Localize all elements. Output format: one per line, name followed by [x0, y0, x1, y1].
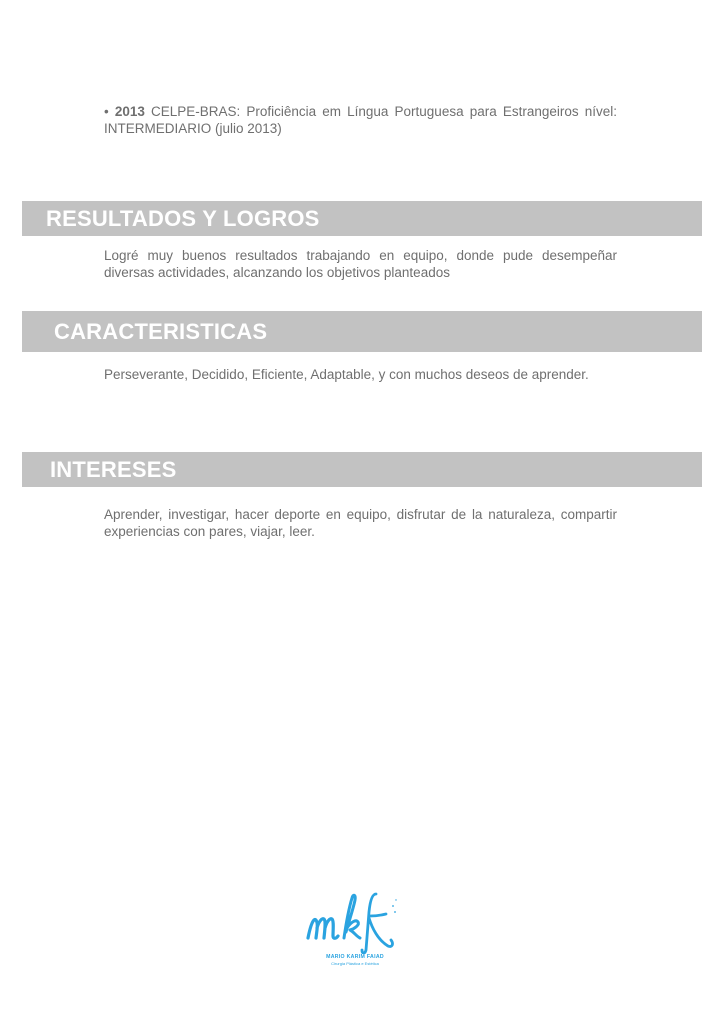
interests-section-header	[22, 452, 702, 487]
mkf-monogram-icon	[300, 888, 410, 954]
interests-body: Aprender, investigar, hacer deporte en equipo, disfrutar de la naturaleza, compartir experiencias con pares, viajar, leer.	[104, 507, 617, 539]
results-body: Logré muy buenos resultados trabajando en equipo, donde pude desempeñar diversas actividades, alcanzando los objetivos planteados	[104, 248, 617, 280]
logo-tagline: Cirurgia Plástica e Estética	[331, 961, 379, 966]
logo-name: MARIO KARIM FAIAD	[326, 954, 384, 960]
results-section-header	[22, 201, 702, 236]
brand-logo	[300, 888, 410, 974]
characteristics-section-header	[22, 311, 702, 352]
characteristics-heading: CARACTERISTICAS	[54, 318, 268, 344]
characteristics-body: Perseverante, Decidido, Eficiente, Adaptable, y con muchos deseos de aprender.	[104, 367, 589, 382]
education-entry	[104, 103, 617, 137]
education-bullet: •	[104, 104, 109, 119]
results-heading: RESULTADOS Y LOGROS	[46, 205, 320, 231]
education-text: CELPE-BRAS: Proficiência em Língua Portuguesa para Estrangeiros nível: INTERMEDIARIO (julio 2013)	[104, 104, 617, 136]
education-year: 2013	[114, 104, 145, 119]
interests-heading: INTERESES	[50, 456, 177, 482]
